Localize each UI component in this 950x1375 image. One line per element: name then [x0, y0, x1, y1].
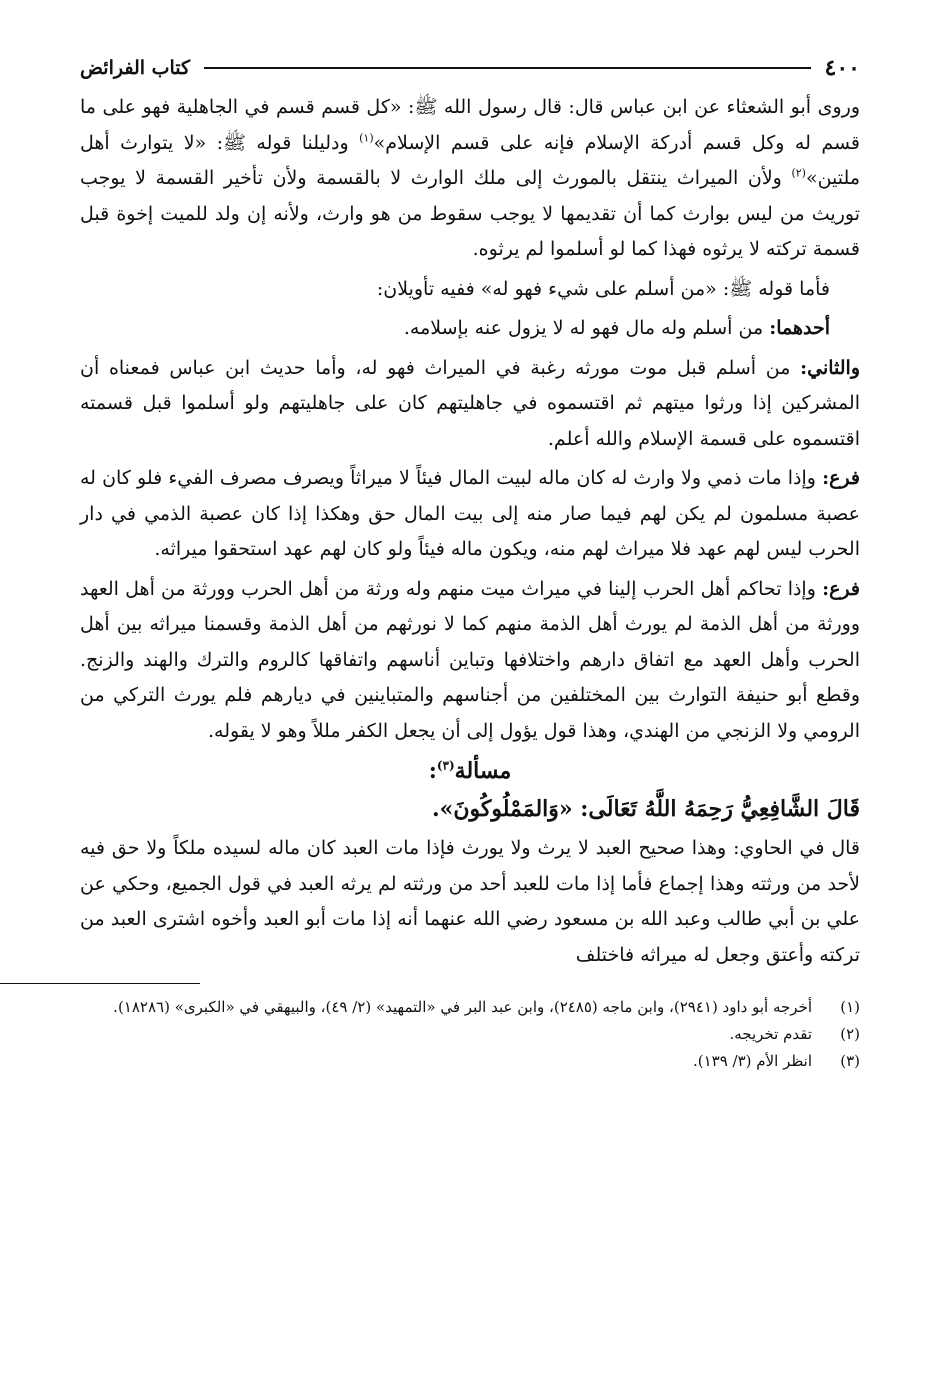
paragraph-3-lead: أحدهما:: [769, 317, 830, 339]
footnote-text: أخرجه أبو داود (٢٩٤١)، وابن ماجه (٢٤٨٥)، وابن عبد البر في «التمهيد» (٢/ ٤٩)، والبيهقي في «الكبرى» (١٨٢٨٦).: [113, 998, 812, 1016]
footnote-separator: [0, 983, 200, 984]
section-title-colon: :: [428, 758, 437, 784]
paragraph-4: [80, 351, 860, 458]
footnote-number: (٢): [840, 1025, 860, 1043]
header-rule: [204, 67, 810, 69]
footnote-3: [80, 1048, 860, 1075]
paragraph-1-text-b: ودليلنا قوله ﷺ: «لا يتوارث أهل ملتين»: [80, 131, 860, 189]
paragraph-5-lead: فرع:: [822, 467, 860, 489]
paragraph-6: [80, 572, 860, 750]
paragraph-7: قال في الحاوي: وهذا صحيح العبد لا يرث ولا يورث فإذا مات العبد كان ماله لسيده ملكاً ولا حق فيه لأحد من ورثته وهذا إجماع فأما إذا مات للعبد أحد من ورثته لم يرثه العبد في قول الجميع، وحكي عن علي بن أبي طالب وعبد الله بن مسعود رضي الله عنهما أنه إذا مات أبو العبد وأخوه اشترى العبد من تركته وأعتق وجعل له ميراثه فاختلف: [80, 837, 860, 966]
paragraph-2: فأما قوله ﷺ: «من أسلم على شيء فهو له» ففيه تأويلان:: [376, 277, 830, 300]
paragraph-3: [80, 311, 860, 347]
section-title: [80, 753, 860, 789]
paragraph-3-text: من أسلم وله مال فهو له لا يزول عنه بإسلامه.: [403, 317, 770, 339]
footnote-2: [80, 1021, 860, 1048]
paragraph-6-lead: فرع:: [822, 577, 860, 600]
footnote-text: انظر الأم (٣/ ١٣٩).: [692, 1052, 812, 1070]
paragraph-4-text: من أسلم قبل موت مورثه رغبة في الميراث فهو له، وأما حديث ابن عباس فمعناه أن المشركين إذا ورثوا ميتهم ثم اقتسموه في جاهليتهم كان على جاهليتهم ولو أسلموا قبل قسمته اقتسموه على قسمة الإسلام والله أعلم.: [80, 356, 860, 450]
footnote-number: (٣): [840, 1052, 860, 1070]
page-number: ٤٠٠: [824, 55, 860, 81]
paragraph-5: [80, 461, 860, 568]
footnote-ref-2[interactable]: (٢): [791, 166, 806, 180]
footnote-1: [80, 994, 860, 1021]
footnote-ref-3[interactable]: (٣): [436, 758, 455, 773]
paragraph-1-text-c: ولأن الميراث ينتقل بالمورث إلى ملك الوارث لا بالقسمة ولأن تأخير القسمة لا يوجب توريث من ليس بوارث كما أن تقديمها لا يوجب سقوط من هو وارث، ولأنه إن ولد للميت إخوة قبل قسمة تركته لا يرثوه فهذا كما لو أسلموا لم يرثوه.: [80, 167, 860, 260]
paragraph-5-text: وإذا مات ذمي ولا وارث له كان ماله لبيت المال فيئاً لا ميراثاً ويصرف مصرف الفيء فلو كان له عصبة مسلمون لم يكن لهم فيما صار منه إلى بيت المال حق وهكذا إذا كان عصبة الذمي في دار الحرب ليس لهم عهد فلا ميراث لهم منه، ويكون ماله فيئاً ولو كان لهم عهد استحقوا ميراثه.: [80, 467, 860, 560]
section-title-text: مسألة: [454, 758, 512, 784]
footnote-text: تقدم تخريجه.: [729, 1025, 812, 1043]
paragraph-1-text-a: وروى أبو الشعثاء عن ابن عباس قال: قال رسول الله ﷺ: «كل قسم قسم في الجاهلية فهو على ما قسم له وكل قسم أدركة الإسلام فإنه على قسم الإسلام»: [80, 96, 860, 154]
quote-title: قَالَ الشَّافِعِيُّ رَحِمَهُ اللَّهُ تَعَالَى: «وَالمَمْلُوكُونَ».: [431, 796, 860, 822]
page-header: [80, 50, 860, 86]
body-text: [80, 90, 860, 973]
paragraph-4-lead: والثاني:: [800, 356, 860, 379]
book-title: كتاب الفرائض: [80, 57, 191, 79]
footnotes: [80, 994, 860, 1075]
footnote-ref-1[interactable]: (١): [359, 131, 374, 145]
footnote-number: (١): [840, 998, 860, 1016]
paragraph-1: [80, 90, 860, 268]
paragraph-6-text: وإذا تحاكم أهل الحرب إلينا في ميراث ميت منهم وله ورثة من أهل الحرب وورثة من أهل العهد وورثة من أهل الذمة لم يورث أهل الذمة منهم كما لا نورثهم من أهل الذمة وقسمنا ميراثه بين أهل الحرب وأهل العهد مع اتفاق دارهم واختلافها وتباين أناسهم واتفاقها كالروم والترك والهند والزنج. وقطع أبو حنيفة التوارث بين المختلفين من أجناسهم والمتباينين في ديارهم فلم يورث التركي من الرومي ولا الزنجي من الهندي، وهذا قول يؤول إلى أن يجعل الكفر مللاً وهو لا يقوله.: [80, 577, 860, 742]
